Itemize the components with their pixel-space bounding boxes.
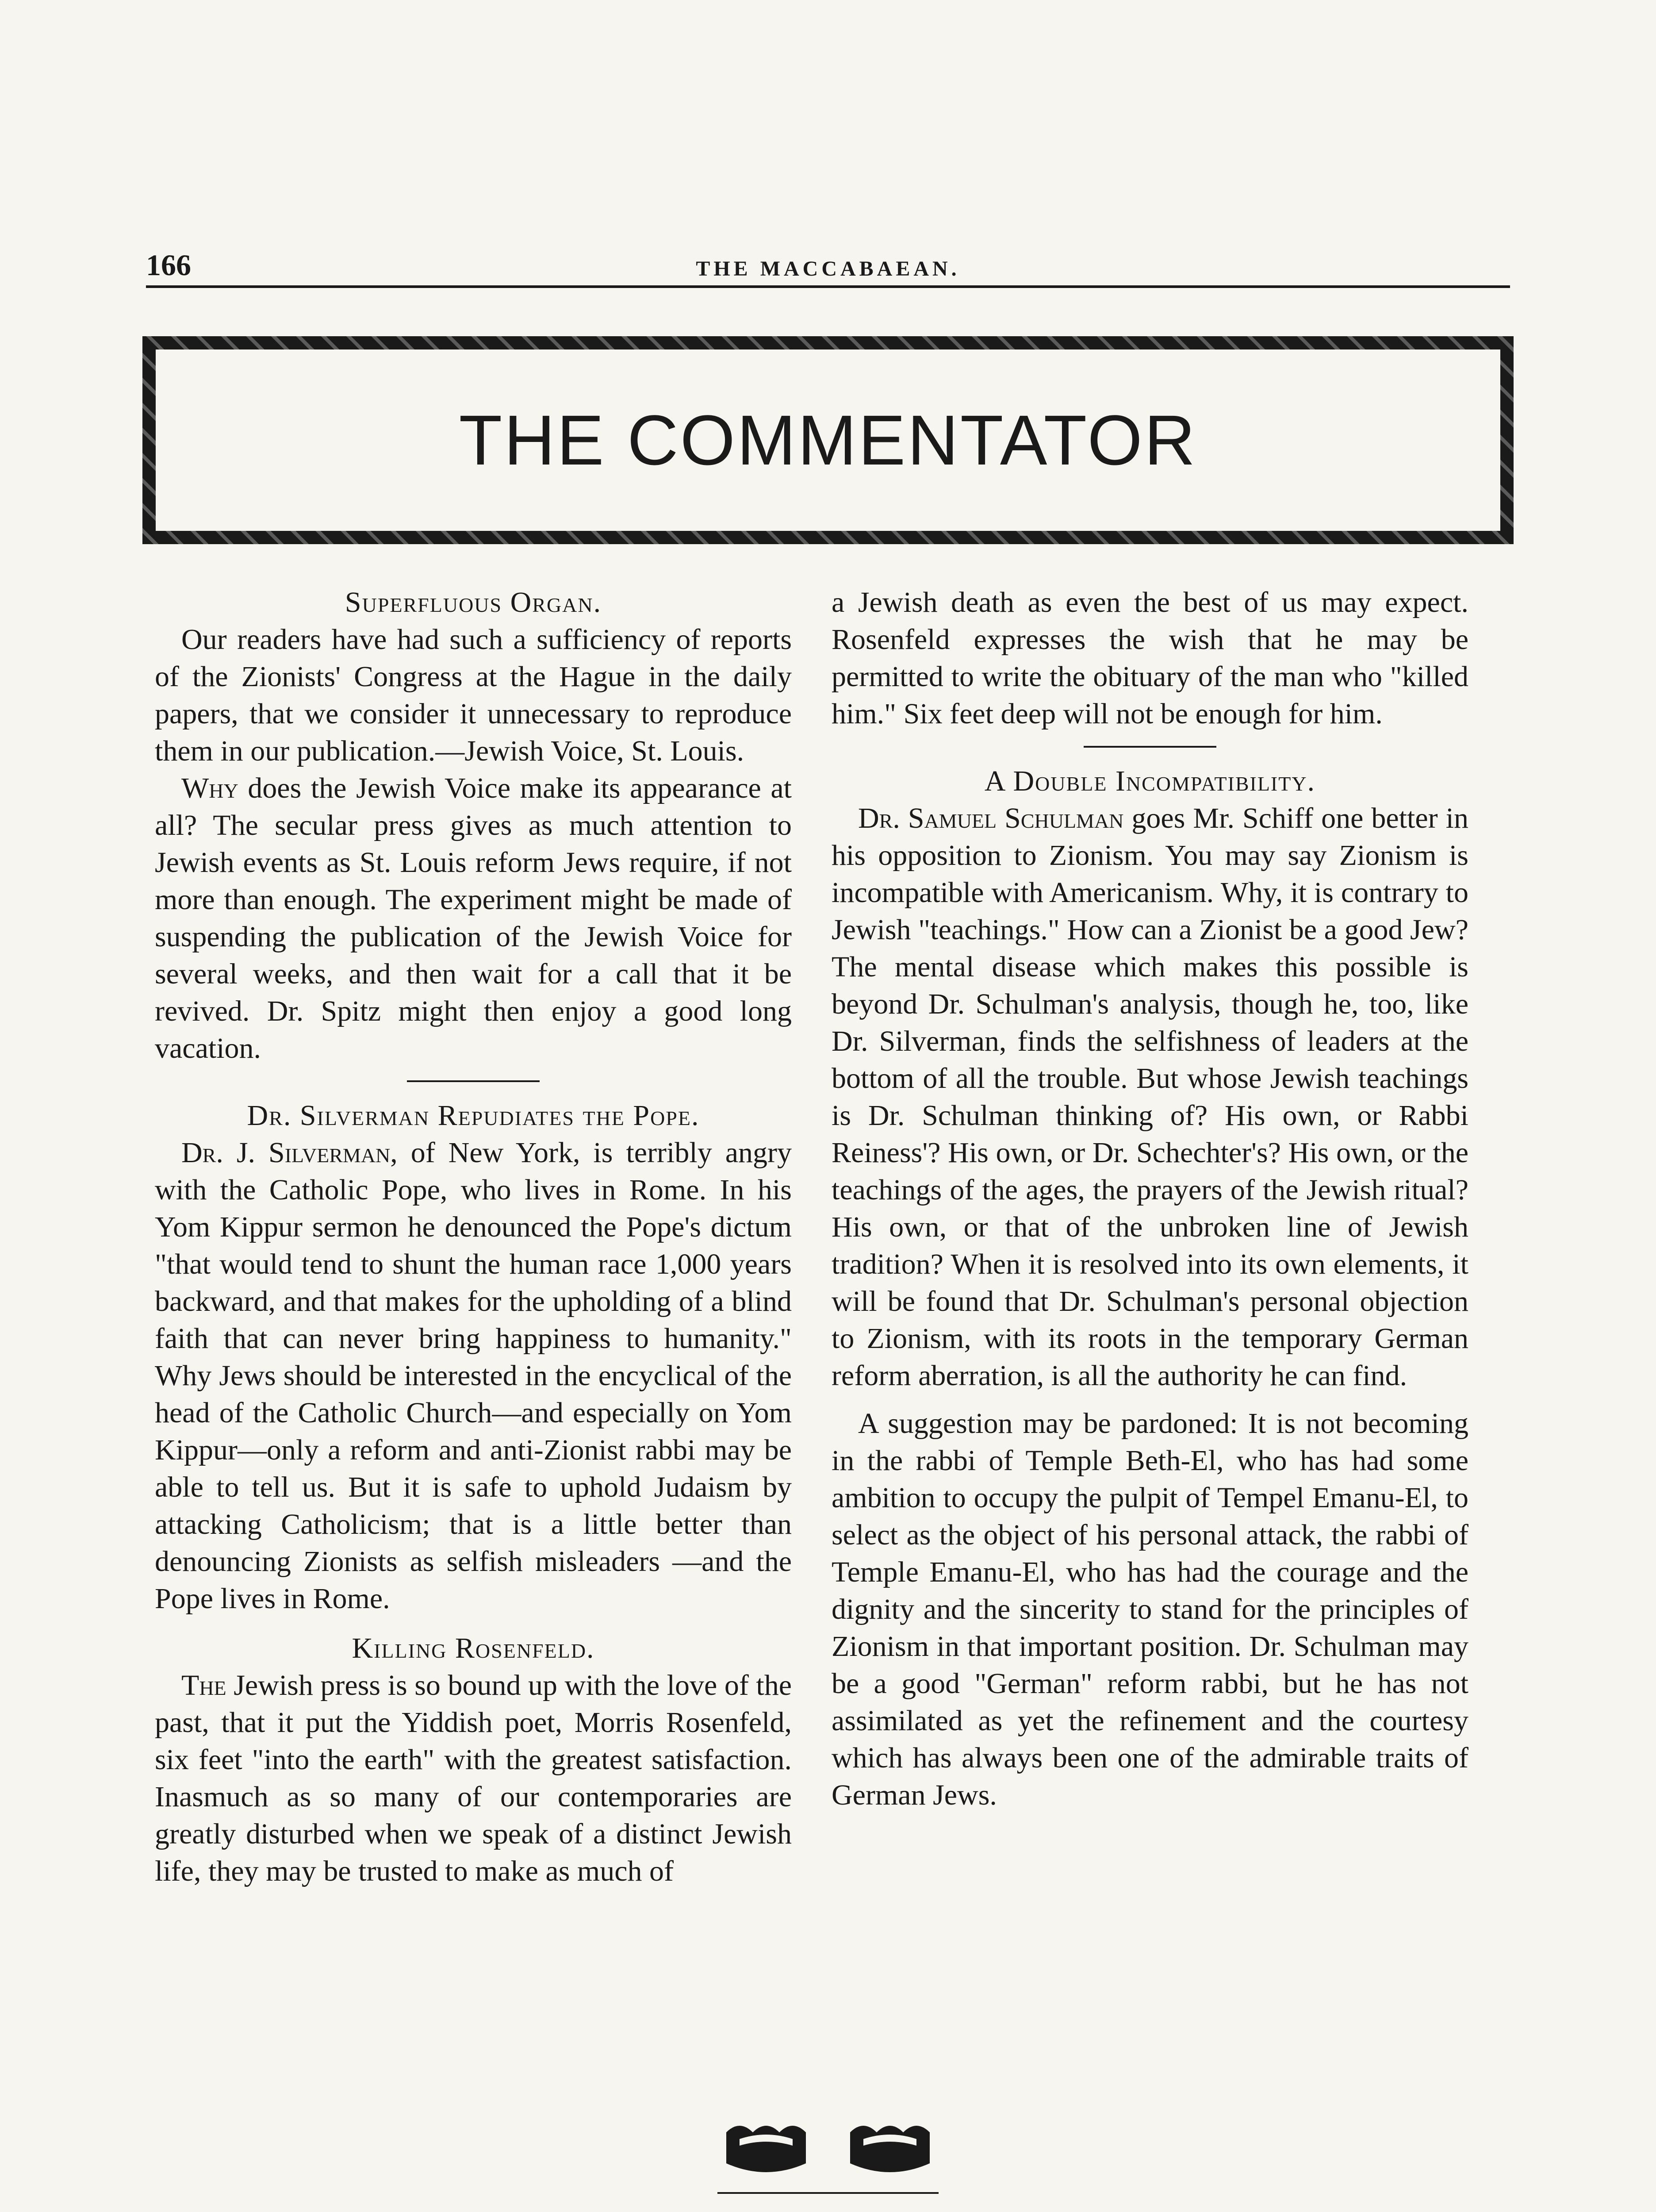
paragraph-lead: Why <box>181 772 238 804</box>
section-divider <box>1084 746 1216 748</box>
paragraph <box>155 1134 792 1617</box>
paragraph-body: does the Jewish Voice make its appearance at all? The secular press gives as much attention to Jewish events as St. Louis reform Jews require, if not more than enough. The experiment might be made of suspending the publication of the Jewish Voice for several weeks, and then wait for a call that it be revived. Dr. Spitz might then enjoy a good long vacation. <box>155 772 792 1064</box>
paragraph <box>155 770 792 1067</box>
page-header <box>146 248 1510 288</box>
paragraph-body: of New York, is terribly angry with the Catholic Pope, who lives in Rome. In his Yom Kippur sermon he denounced the Pope's dictum "that would tend to shunt the human race 1,000 years backward, and that makes for the upholding of a blind faith that can never bring happiness to humanity." Why Jews should be interested in the encyclical of the head of the Catholic Church—and especially on Yom Kippur—only a reform and anti-Zionist rabbi may be able to tell us. But it is safe to uphold Judaism by attacking Catholicism; that is a little better than denouncing Zionists as selfish misleaders —and the Pope lives in Rome. <box>155 1137 792 1615</box>
paragraph-continued: a Jewish death as even the best of us may expect. Rosenfeld expresses the wish that he may be permitted to write the obituary of the man who "killed him." Six feet deep will not be enough for him. <box>832 586 1468 730</box>
banner-title: THE COMMENTATOR <box>459 400 1197 480</box>
paragraph <box>832 800 1468 1394</box>
running-head: THE MACCABAEAN. <box>696 257 960 280</box>
section-title-double-incompatibility: A Double Incompatibility. <box>984 765 1316 797</box>
paragraph: A suggestion may be pardoned: It is not becoming in the rabbi of Temple Beth-El, who has had some ambition to occupy the pulpit of Tempel Emanu-El, to select as the object of his personal attack, the rabbi of Temple Emanu-El, who has had the courage and the dignity and the sincerity to stand for the principles of Zionism in that important position. Dr. Schulman may be a good "German" reform rabbi, but he has not assimilated as yet the refinement and the courtesy which has always been one of the admirable traits of German Jews. <box>832 1407 1468 1811</box>
paragraph-lead: Dr. Samuel Schulman <box>858 802 1124 834</box>
lotus-ornament-icon <box>713 2115 943 2203</box>
paragraph-lead: Dr. J. Silverman, <box>181 1137 398 1169</box>
section-title-superfluous-organ: Superfluous Organ. <box>345 586 602 618</box>
section-divider <box>407 1080 540 1082</box>
paragraph-lead: The <box>181 1669 226 1701</box>
paragraph: Our readers have had such a sufficiency of reports of the Zionists' Congress at the Hague in the daily papers, that we consider it unnecessary to reproduce them in our publication.—Jewish Voice, St. Louis. <box>155 623 792 767</box>
page-number: 166 <box>146 248 191 282</box>
right-column <box>832 584 1468 1814</box>
end-ornament <box>713 2115 943 2203</box>
left-column <box>155 584 792 1890</box>
paragraph-body: Jewish press is so bound up with the love of the past, that it put the Yiddish poet, Morris Rosenfeld, six feet "into the earth" with the greatest satisfaction. Inasmuch as so many of our contemporaries are greatly disturbed when we speak of a distinct Jewish life, they may be trusted to make as much of <box>155 1669 792 1887</box>
section-title-killing-rosenfeld: Killing Rosenfeld. <box>352 1632 595 1664</box>
paragraph <box>155 1667 792 1890</box>
section-banner <box>142 336 1514 544</box>
section-title-silverman: Dr. Silverman Repudiates the Pope. <box>247 1099 700 1132</box>
paragraph-body: goes Mr. Schiff one better in his opposition to Zionism. You may say Zionism is incompatible with Americanism. Why, it is contrary to Jewish "teachings." How can a Zionist be a good Jew? The mental disease which makes this possible is beyond Dr. Schulman's analysis, though he, too, like Dr. Silverman, finds the selfishness of leaders at the bottom of all the trouble. But whose Jewish teachings is Dr. Schulman thinking of? His own, or Rabbi Reiness'? His own, or Dr. Schechter's? His own, or the teachings of the ages, the prayers of the Jewish ritual? His own, or that of the unbroken line of Jewish tradition? When it is resolved into its own elements, it will be found that Dr. Schulman's personal objection to Zionism, with its roots in the temporary German reform aberration, is all the authority he can find. <box>832 802 1468 1392</box>
